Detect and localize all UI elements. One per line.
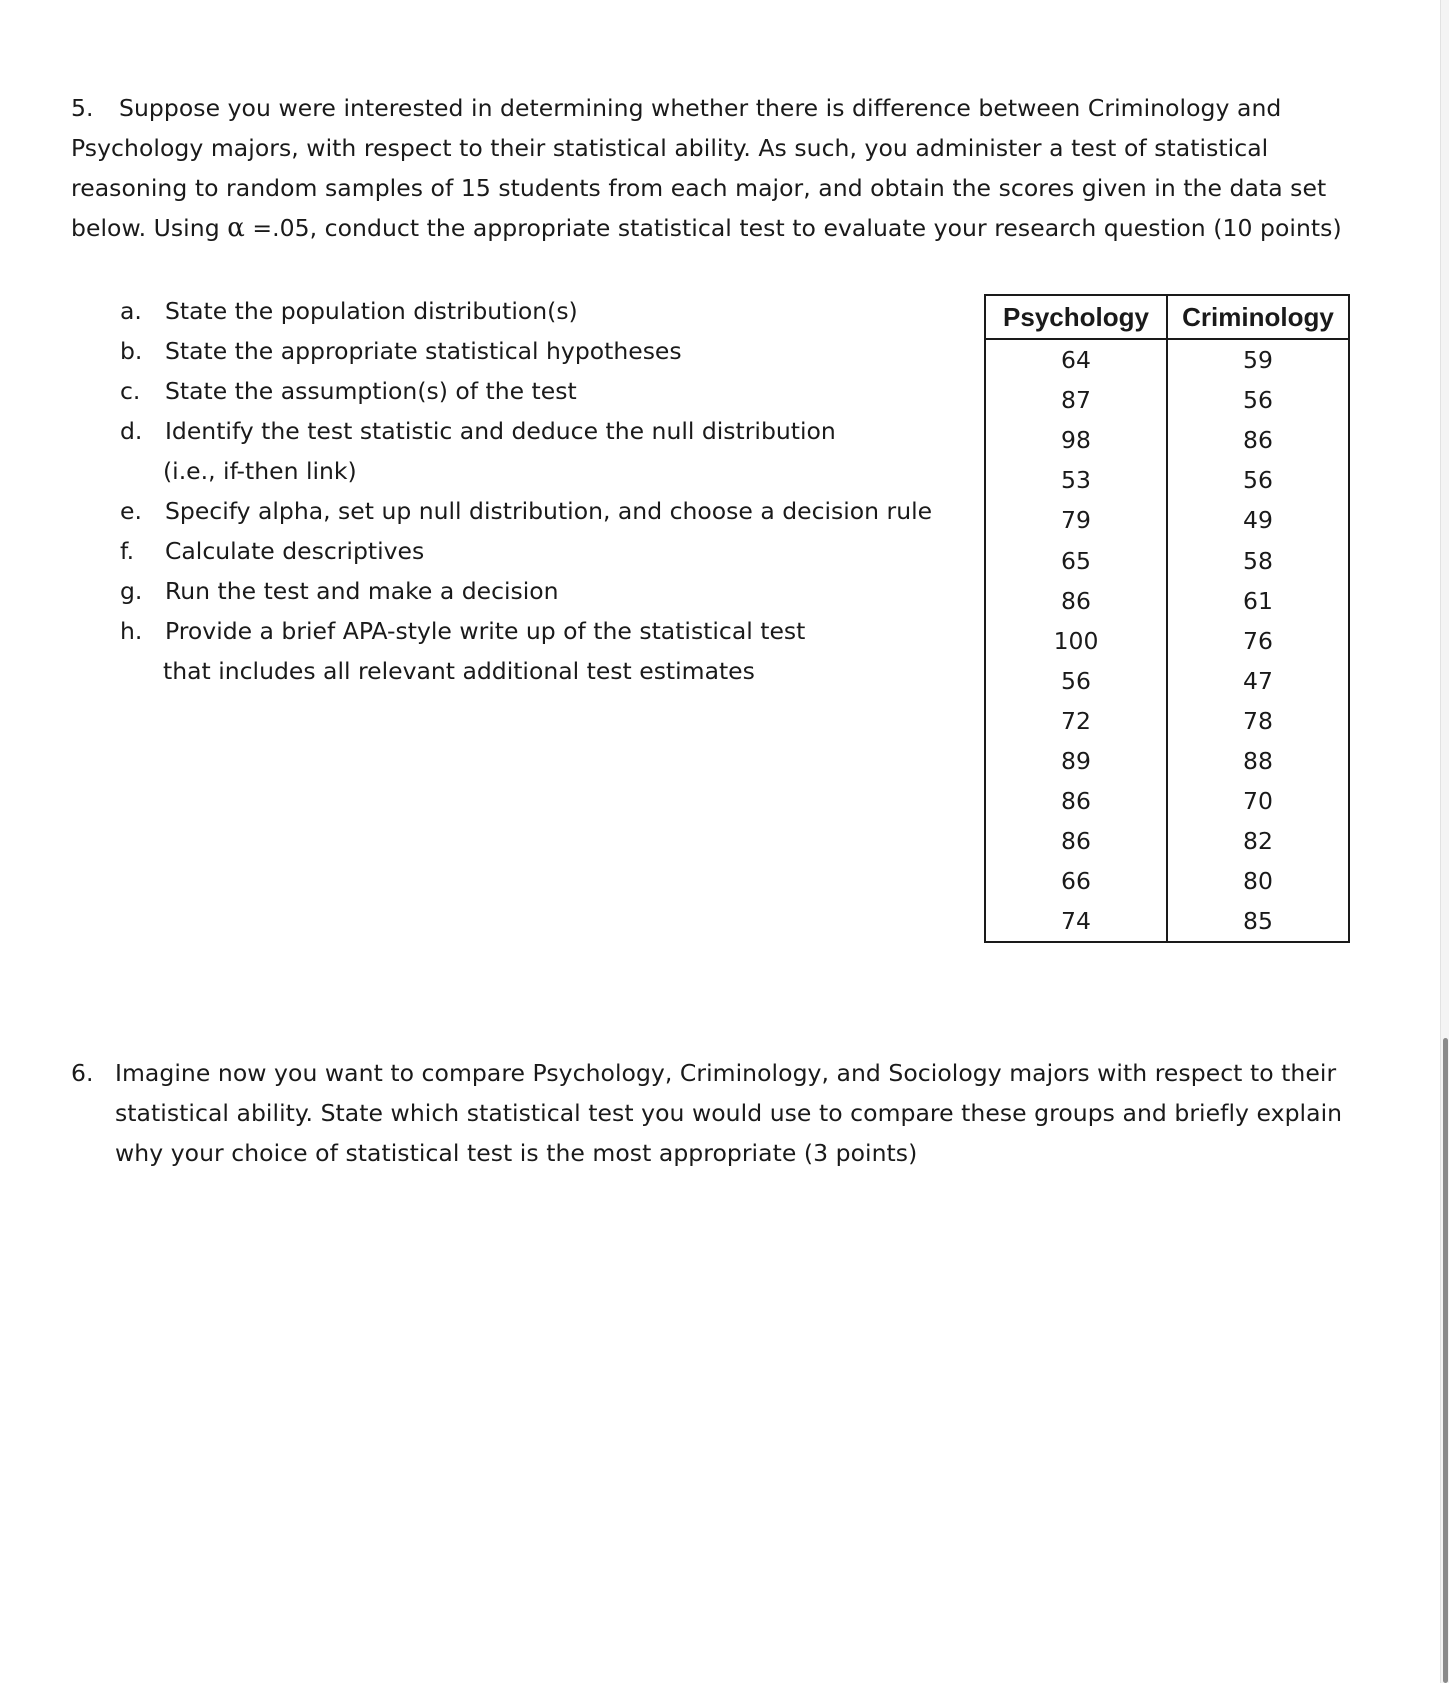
table-row (985, 581, 1349, 621)
table-row (985, 420, 1349, 460)
subpart-letter: g. (120, 577, 143, 605)
table-row (985, 661, 1349, 701)
vertical-scrollbar[interactable] (1440, 0, 1449, 1683)
table-row (985, 821, 1349, 861)
subpart-text: State the population distribution(s) (165, 297, 578, 325)
psychology-score-cell: 64 (985, 339, 1167, 380)
subpart-text-continued: that includes all relevant additional test estimates (163, 657, 755, 685)
criminology-score-cell: 86 (1167, 420, 1349, 460)
question-6-text-1: Imagine now you want to compare Psychology, Criminology, and Sociology majors with respect to their (115, 1059, 1337, 1087)
subpart-letter: h. (120, 617, 143, 645)
criminology-score-cell: 47 (1167, 661, 1349, 701)
criminology-score-cell: 58 (1167, 540, 1349, 580)
subpart-h-continued (120, 651, 940, 691)
question-5-line-4 (71, 208, 1361, 248)
question-6-line-3: why your choice of statistical test is the most appropriate (3 points) (115, 1139, 918, 1167)
psychology-score-cell: 72 (985, 701, 1167, 741)
psychology-score-cell: 100 (985, 621, 1167, 661)
criminology-score-cell: 85 (1167, 901, 1349, 942)
table-row (985, 500, 1349, 540)
question-5-line-2: Psychology majors, with respect to their statistical ability. As such, you administer a test of statistical (71, 134, 1269, 162)
subpart-text: Identify the test statistic and deduce the null distribution (165, 417, 836, 445)
table-row (985, 781, 1349, 821)
subpart-d (120, 411, 940, 451)
psychology-score-cell: 56 (985, 661, 1167, 701)
subpart-letter: b. (120, 337, 143, 365)
question-5-text-1: Suppose you were interested in determining whether there is difference between Criminology and (119, 94, 1282, 122)
criminology-score-cell: 56 (1167, 380, 1349, 420)
question-5-line-4-after: =.05, conduct the appropriate statistical test to evaluate your research question (10 points) (244, 214, 1342, 242)
table-row (985, 621, 1349, 661)
psychology-score-cell: 79 (985, 500, 1167, 540)
criminology-score-cell: 49 (1167, 500, 1349, 540)
subpart-c (120, 371, 940, 411)
subpart-a (120, 291, 940, 331)
scrollbar-thumb[interactable] (1443, 1038, 1448, 1683)
criminology-score-cell: 61 (1167, 581, 1349, 621)
table-row (985, 339, 1349, 380)
psychology-score-cell: 65 (985, 540, 1167, 580)
table-row (985, 701, 1349, 741)
question-6 (71, 1053, 1371, 1173)
subpart-d-continued (120, 451, 940, 491)
question-5-line-1 (71, 88, 1361, 128)
column-header-psychology: Psychology (985, 295, 1167, 339)
subpart-letter: e. (120, 497, 142, 525)
criminology-score-cell: 56 (1167, 460, 1349, 500)
question-5-line-4-before: below. Using (71, 214, 228, 242)
psychology-score-cell: 86 (985, 821, 1167, 861)
subpart-h (120, 611, 940, 651)
column-header-criminology: Criminology (1167, 295, 1349, 339)
criminology-score-cell: 80 (1167, 861, 1349, 901)
subpart-e (120, 491, 940, 531)
psychology-score-cell: 89 (985, 741, 1167, 781)
subpart-f (120, 531, 940, 571)
question-6-line-1 (71, 1053, 1371, 1093)
table-row (985, 861, 1349, 901)
subpart-letter: d. (120, 417, 143, 445)
psychology-score-cell: 98 (985, 420, 1167, 460)
subpart-text: Calculate descriptives (165, 537, 425, 565)
table-row (985, 901, 1349, 942)
criminology-score-cell: 70 (1167, 781, 1349, 821)
subpart-text: State the assumption(s) of the test (165, 377, 577, 405)
subpart-b (120, 331, 940, 371)
question-6-number: 6. (71, 1059, 94, 1087)
criminology-score-cell: 78 (1167, 701, 1349, 741)
criminology-score-cell: 59 (1167, 339, 1349, 380)
subpart-text: Specify alpha, set up null distribution, and choose a decision rule (165, 497, 933, 525)
subpart-letter: f. (120, 537, 135, 565)
question-6-line-2: statistical ability. State which statistical test you would use to compare these groups and briefly explain (115, 1099, 1343, 1127)
psychology-score-cell: 86 (985, 781, 1167, 821)
criminology-score-cell: 88 (1167, 741, 1349, 781)
table-row (985, 741, 1349, 781)
psychology-score-cell: 53 (985, 460, 1167, 500)
criminology-score-cell: 76 (1167, 621, 1349, 661)
psychology-score-cell: 86 (985, 581, 1167, 621)
question-5-number: 5. (71, 94, 94, 122)
question-5-line-3: reasoning to random samples of 15 students from each major, and obtain the scores given in the data set (71, 174, 1327, 202)
subpart-g (120, 571, 940, 611)
subpart-text-continued: (i.e., if-then link) (163, 457, 357, 485)
table-body (985, 339, 1349, 942)
psychology-score-cell: 87 (985, 380, 1167, 420)
table-row (985, 380, 1349, 420)
scores-table (984, 294, 1350, 943)
question-5 (71, 88, 1361, 248)
criminology-score-cell: 82 (1167, 821, 1349, 861)
subpart-letter: a. (120, 297, 142, 325)
table-header-row (985, 295, 1349, 339)
question-5-subparts (120, 291, 940, 691)
table-row (985, 460, 1349, 500)
subpart-text: Run the test and make a decision (165, 577, 559, 605)
psychology-score-cell: 74 (985, 901, 1167, 942)
alpha-symbol: α (227, 213, 245, 243)
psychology-score-cell: 66 (985, 861, 1167, 901)
subpart-text: State the appropriate statistical hypotheses (165, 337, 682, 365)
subpart-text: Provide a brief APA-style write up of the statistical test (165, 617, 806, 645)
table-row (985, 540, 1349, 580)
subpart-letter: c. (120, 377, 141, 405)
